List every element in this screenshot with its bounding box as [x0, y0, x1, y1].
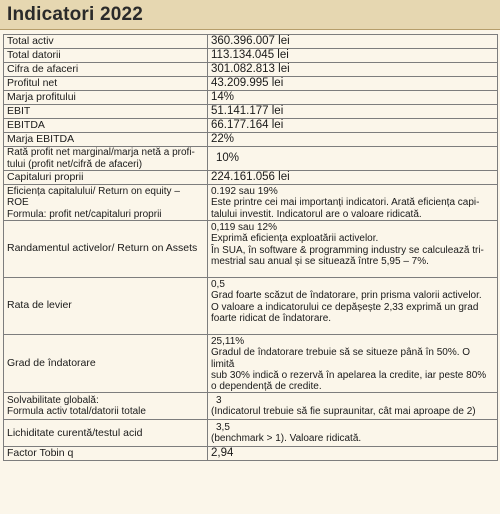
- row-description-line: mestrial sau anual și se situează între 5,95 – 7%.: [211, 255, 429, 267]
- row-value-text: 0,5: [211, 279, 225, 290]
- row-value: [208, 221, 498, 278]
- row-label: EBIT: [4, 105, 208, 119]
- row-value: 14%: [208, 91, 498, 105]
- table-row: [4, 119, 498, 133]
- row-label-line: tului (profit net/cifră de afaceri): [7, 158, 143, 170]
- row-description-line: sub 30% indică o rezervă în apelarea la credite, iar peste 80%: [211, 369, 487, 381]
- row-value-text: 10%: [216, 152, 240, 164]
- row-value-text: [211, 395, 494, 406]
- row-value: 301.082.813 lei: [208, 63, 498, 77]
- row-label: [4, 393, 208, 420]
- table-row: [4, 447, 498, 461]
- table-row: [4, 393, 498, 420]
- row-label: Total activ: [4, 35, 208, 49]
- row-value: [208, 185, 498, 221]
- row-label: Capitaluri proprii: [4, 171, 208, 185]
- row-description-line: o dependență de credite.: [211, 381, 322, 393]
- indicators-table: [3, 34, 498, 461]
- panel-title: Indicatori 2022: [7, 4, 144, 25]
- row-label: [4, 147, 208, 171]
- table-row: [4, 63, 498, 77]
- row-label: Total datorii: [4, 49, 208, 63]
- table-row: [4, 91, 498, 105]
- table-row: [4, 77, 498, 91]
- row-value: 360.396.007 lei: [208, 35, 498, 49]
- row-value: 113.134.045 lei: [208, 49, 498, 63]
- row-label: Grad de îndatorare: [4, 335, 208, 393]
- row-value-number: 3,5: [216, 422, 230, 434]
- row-value-text: 0,119 sau 12%: [211, 222, 277, 233]
- table-row: [4, 35, 498, 49]
- row-description-line: foarte ridicat de îndatorare.: [211, 312, 332, 324]
- row-description-line: Este printre cei mai importanți indicatori. Arată eficiența capi-: [211, 197, 480, 209]
- row-label: Marja EBITDA: [4, 133, 208, 147]
- row-label-line: Eficiența capitalului/ Return on equity –: [7, 186, 180, 197]
- row-value: 22%: [208, 133, 498, 147]
- row-label: Marja profitului: [4, 91, 208, 105]
- row-label-line: Solvabilitate globală:: [7, 395, 99, 407]
- row-label-line: Rată profit net marginal/marja netă a profi-: [7, 147, 195, 159]
- row-label: Factor Tobin q: [4, 447, 208, 461]
- row-label-line: Formula: profit net/capitaluri proprii: [7, 208, 162, 220]
- row-value: [208, 393, 498, 420]
- table-row: [4, 147, 498, 171]
- row-value: 224.161.056 lei: [208, 171, 498, 185]
- row-value-text: [211, 422, 494, 433]
- row-description-line: Gradul de îndatorare trebuie să se situeze până în 50%. O limită: [211, 347, 471, 370]
- table-row: [4, 133, 498, 147]
- row-description-line: (Indicatorul trebuie să fie supraunitar, cât mai aproape de 2): [211, 406, 476, 418]
- table-row: [4, 105, 498, 119]
- row-value: [208, 278, 498, 335]
- row-value: [208, 335, 498, 393]
- table-row: [4, 171, 498, 185]
- row-value-text: 0.192 sau 19%: [211, 186, 278, 197]
- table-row: [4, 185, 498, 221]
- table-row: [4, 420, 498, 447]
- row-label: Rata de levier: [4, 278, 208, 335]
- row-value: 51.141.177 lei: [208, 105, 498, 119]
- table-row: [4, 221, 498, 278]
- row-value: 66.177.164 lei: [208, 119, 498, 133]
- row-description-line: Grad foarte scăzut de îndatorare, prin prisma valorii activelor.: [211, 290, 482, 302]
- row-value-number: 3: [216, 395, 222, 407]
- row-label: EBITDA: [4, 119, 208, 133]
- row-label: Lichiditate curentă/testul acid: [4, 420, 208, 447]
- row-value-text: 25,11%: [211, 336, 245, 347]
- row-label-line: ROE: [7, 197, 29, 209]
- table-row: [4, 335, 498, 393]
- table-row: [4, 49, 498, 63]
- row-description-line: Exprimă eficiența exploatării activelor.: [211, 233, 379, 245]
- row-label: Cifra de afaceri: [4, 63, 208, 77]
- row-description-line: (benchmark > 1). Valoare ridicată.: [211, 433, 362, 445]
- row-label: [4, 185, 208, 221]
- row-label-line: Formula activ total/datorii totale: [7, 406, 146, 418]
- title-bar: [0, 0, 500, 30]
- row-value: [208, 147, 498, 171]
- row-value: 43.209.995 lei: [208, 77, 498, 91]
- table-row: [4, 278, 498, 335]
- row-label: Randamentul activelor/ Return on Assets: [4, 221, 208, 278]
- row-label: Profitul net: [4, 77, 208, 91]
- row-value: [208, 420, 498, 447]
- row-description-line: talului investit. Indicatorul are o valoare ridicată.: [211, 208, 422, 220]
- row-description-line: În SUA, în software & programming industry se calculează tri-: [211, 244, 484, 256]
- row-description-line: O valoare a indicatorului ce depășește 2,33 exprimă un grad: [211, 301, 479, 313]
- row-value: 2,94: [208, 447, 498, 461]
